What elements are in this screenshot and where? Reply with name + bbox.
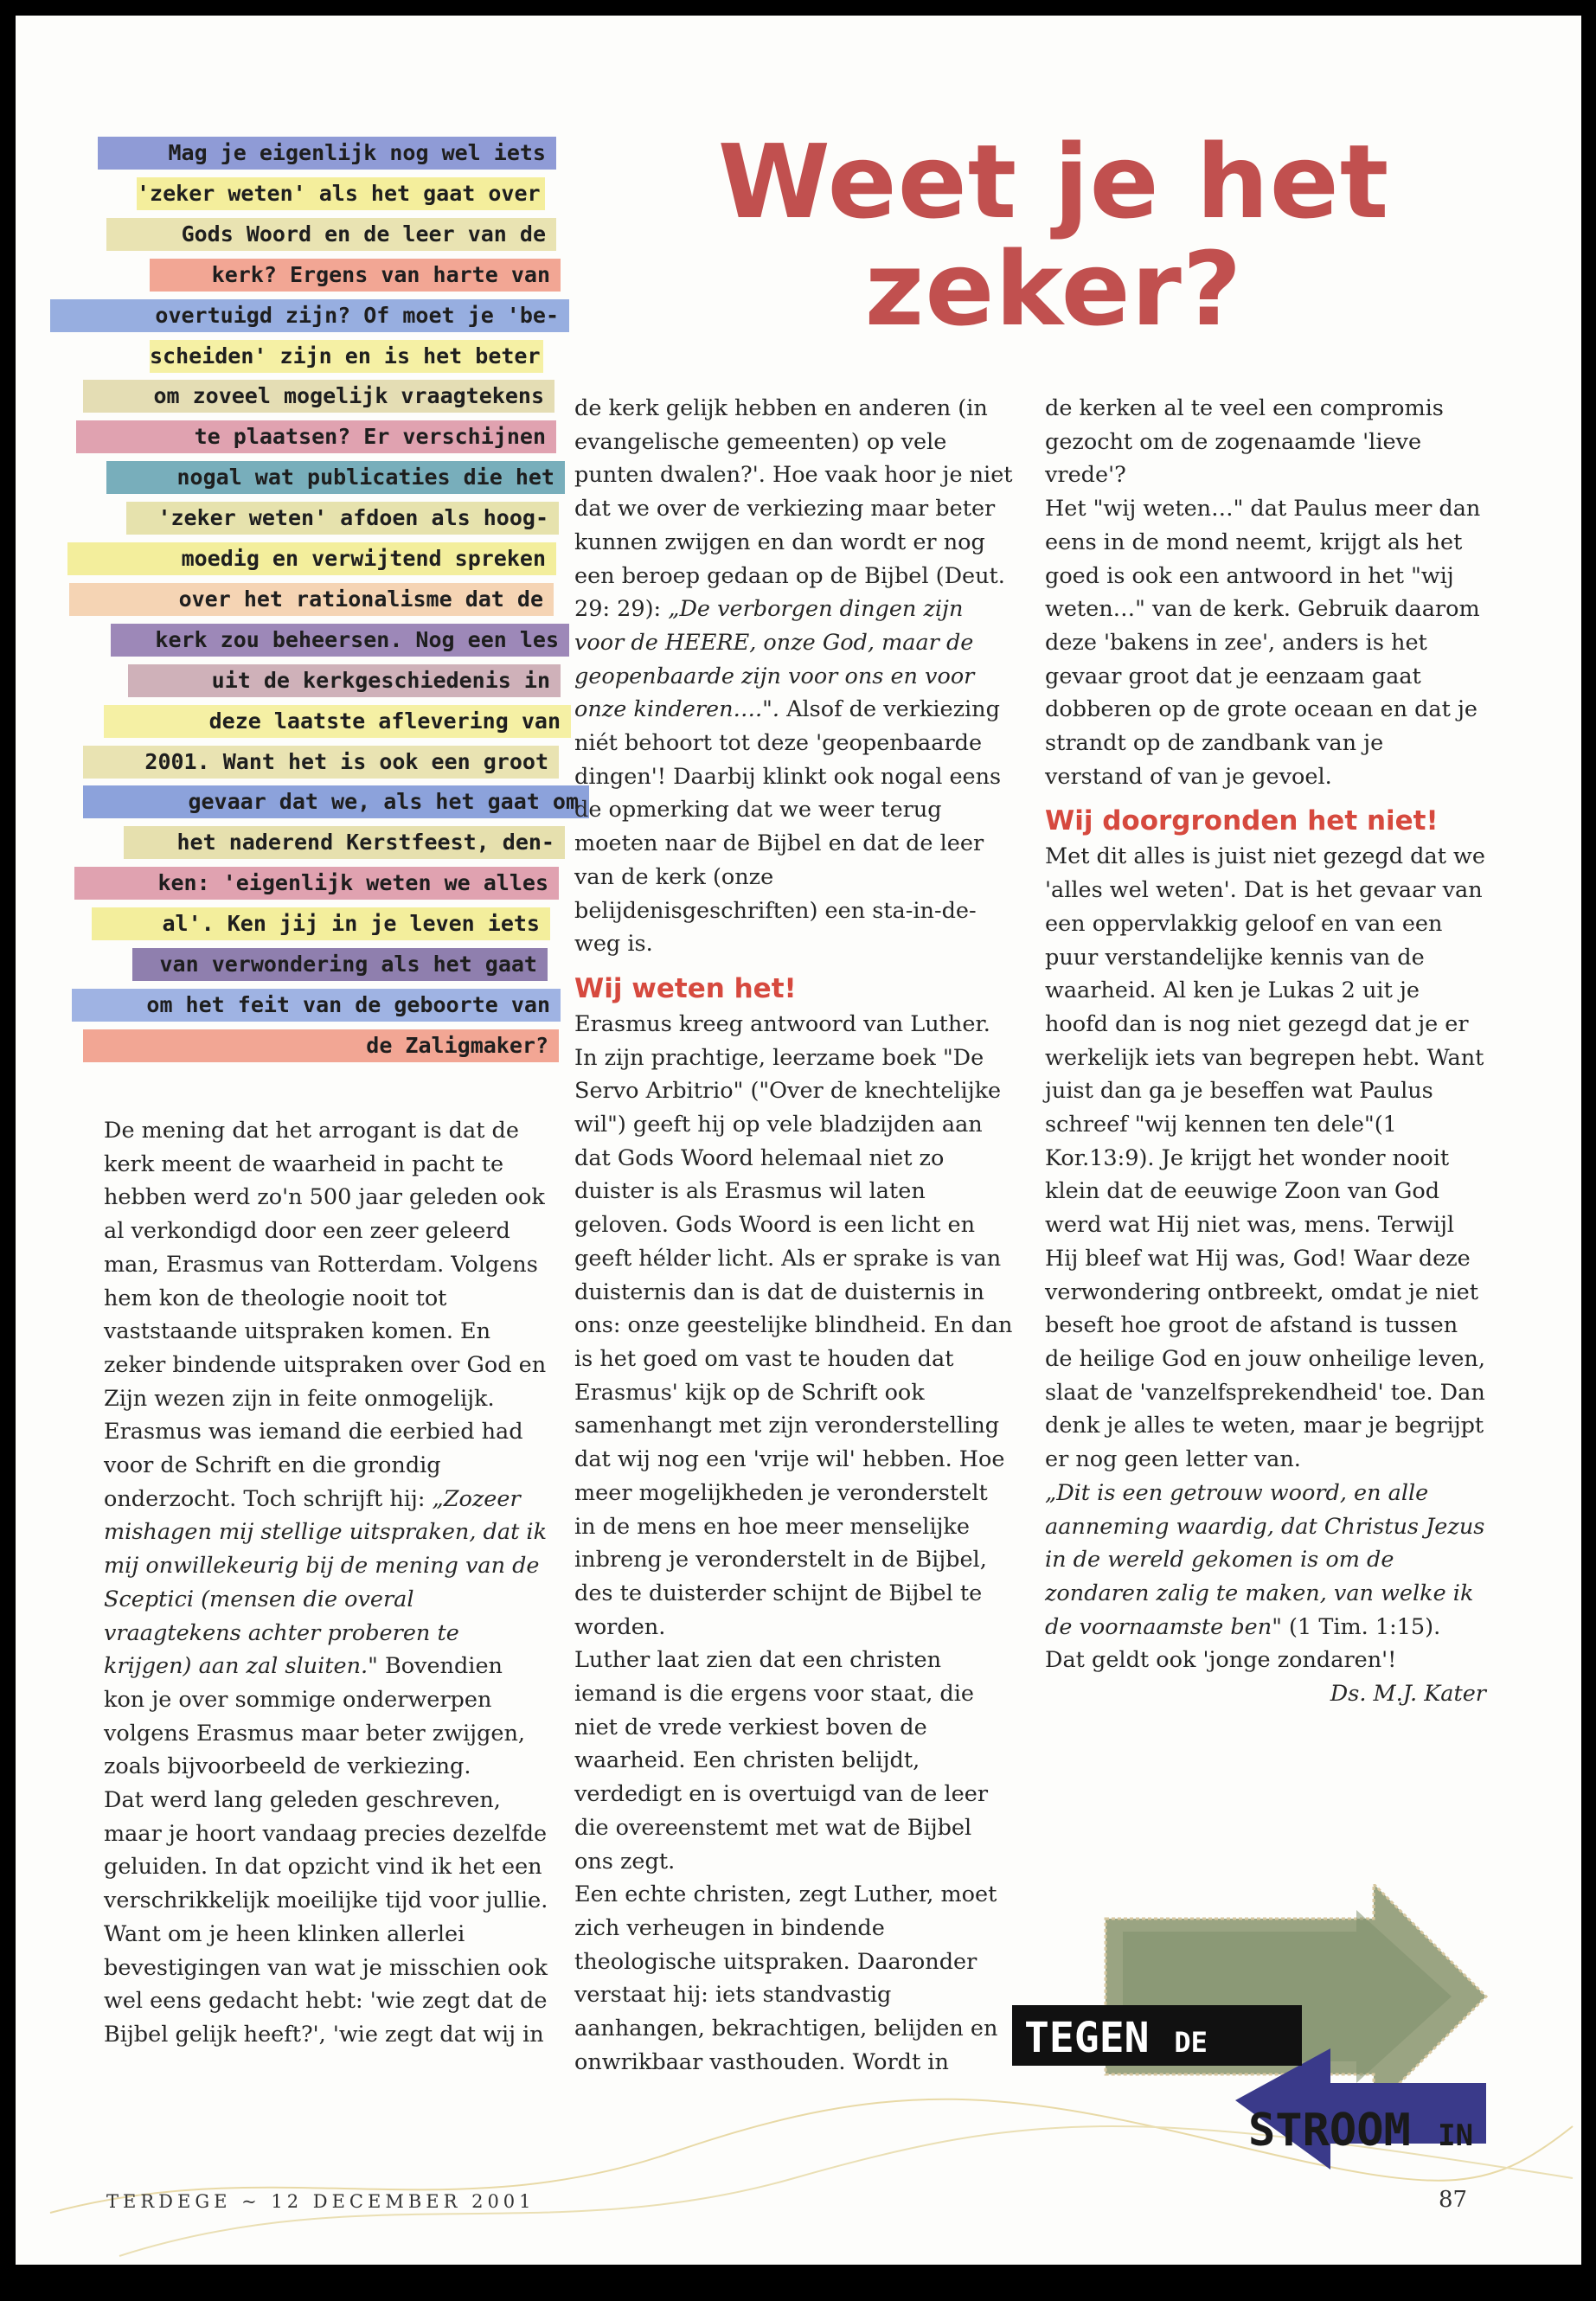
page-number: 87 — [1439, 2187, 1468, 2213]
logo-in: IN — [1438, 2118, 1474, 2153]
intro-line: van verwondering als het gaat — [132, 948, 548, 981]
section-heading: Wij weten het! — [574, 972, 797, 1004]
body-text: de kerken al te veel een compromis gezocht om de zogenaamde 'lieve vrede'? — [1045, 395, 1444, 489]
intro-line: om zoveel mogelijk vraagtekens — [83, 380, 554, 413]
intro-line: scheiden' zijn en is het beter — [150, 340, 543, 373]
body-text: de kerk gelijk hebben en anderen (in evangelische gemeenten) op vele punten dwalen?'. Hoe vaak hoor je niet dat we over de verkiezing maar beter kunnen zwijgen en dan wordt er nog een beroep gedaan op de Bijbel (Deut. 29: 29): — [574, 395, 1013, 623]
intro-line: deze laatste aflevering van — [104, 705, 571, 738]
section-heading: Wij doorgronden het niet! — [1045, 805, 1439, 837]
intro-line: gevaar dat we, als het gaat om — [83, 785, 589, 818]
intro-line: om het feit van de geboorte van — [72, 989, 561, 1022]
intro-line: te plaatsen? Er verschijnen — [76, 420, 556, 453]
intro-line: al'. Ken jij in je leven iets — [92, 907, 550, 940]
tegen-de-stroom-in-logo — [1002, 1884, 1573, 2187]
article-column-3 — [1045, 392, 1486, 1711]
body-text: Dat werd lang geleden geschreven, maar je hoort vandaag precies dezelfde geluiden. In dat opzicht vind ik het een verschrikkelijk moeilijke tijd voor jullie. Want om je heen klinken allerlei bevestigingen van wat je misschien ook wel eens gedacht hebt: 'wie zegt dat de Bijbel gelijk heeft?', 'wie zegt dat wij in — [104, 1787, 548, 2048]
magazine-page — [16, 16, 1581, 2265]
intro-line: moedig en verwijtend spreken — [67, 542, 556, 575]
intro-line: overtuigd zijn? Of moet je 'be- — [50, 299, 569, 332]
quote-text: „De verborgen dingen zijn voor de HEERE, onze God, maar de geopenbaarde zijn voor ons en voor onze kinderen….". — [574, 596, 975, 723]
logo-de: DE — [1174, 2026, 1208, 2059]
intro-line: nogal wat publicaties die het — [106, 461, 565, 494]
logo-tegen: TEGEN — [1024, 2014, 1150, 2062]
body-text: Het "wij weten…" dat Paulus meer dan eens in de mond neemt, krijgt als het goed is ook een antwoord in het "wij weten…" van de kerk. Gebruik daarom deze 'bakens in zee', anders is het gevaar groot dat je eenzaam gaat dobberen op de grote oceaan en dat je strandt op de zandbank van je verstand of van je gevoel. — [1045, 496, 1481, 790]
paragraph — [1045, 1477, 1486, 1677]
body-text: Bovendien kon je over sommige onderwerpen volgens Erasmus maar beter zwijgen, zoals bijvoorbeeld de verkiezing. — [104, 1653, 526, 1780]
body-text: Met dit alles is juist niet gezegd dat we 'alles wel weten'. Dat is het gevaar van een oppervlakkig geloof en van een puur verstandelijke kennis van de waarheid. Al ken je Lukas 2 uit je hoofd dan is nog niet gezegd dat je er werkelijk iets van begrepen hebt. Want juist dan ga je beseffen wat Paulus schreef "wij kennen ten dele"(1 Kor.13:9). Je krijgt het wonder nooit klein dat de eeuwige Zoon van God werd wat Hij niet was, mens. Terwijl Hij bleef wat Hij was, God! Waar deze verwondering ontbreekt, omdat je niet beseft hoe groot de afstand is tussen de heilige God en jouw onheilige leven, slaat de 'vanzelfsprekendheid' toe. Dan denk je alles te weten, maar je begrijpt er nog geen letter van. — [1045, 843, 1485, 1473]
intro-line: kerk zou beheersen. Nog een les — [111, 624, 569, 657]
intro-line: kerk? Ergens van harte van — [150, 259, 561, 292]
body-text: (1 Tim. 1:15). Dat geldt ook 'jonge zondaren'! — [1045, 1613, 1441, 1674]
intro-line: over het rationalisme dat de — [69, 583, 554, 616]
intro-line: ken: 'eigenlijk weten we alles — [74, 867, 559, 900]
intro-line: het naderend Kerstfeest, den- — [124, 826, 565, 859]
article-column-1 — [104, 1114, 549, 2052]
footer-publication: TERDEGE ~ 12 DECEMBER 2001 — [106, 2191, 535, 2212]
body-text: Een echte christen, zegt Luther, moet zich verheugen in bindende theologische uitspraken. Daaronder verstaat hij: iets standvastig aanhangen, bekrachtigen, belijden en onwrikbaar vasthouden. Wordt in — [574, 1881, 998, 2075]
intro-line: uit de kerkgeschiedenis in — [128, 664, 561, 697]
body-text: Alsof de verkiezing niét behoort tot deze 'geopenbaarde dingen'! Daarbij klinkt ook nogal eens de opmerking dat we weer terug moeten naar de Bijbel en dat de leer van de kerk (onze belijdenisgeschriften) een sta-in-de-weg is. — [574, 696, 1002, 958]
logo-stroom: STROOM — [1248, 2105, 1411, 2157]
paragraph — [1045, 840, 1486, 1476]
paragraph — [104, 1114, 549, 1784]
intro-line: de Zaligmaker? — [83, 1029, 559, 1062]
intro-line: Mag je eigenlijk nog wel iets — [98, 137, 556, 170]
intro-line: 'zeker weten' als het gaat over — [137, 177, 545, 210]
paragraph — [574, 392, 1016, 961]
paragraph — [574, 1878, 1016, 2079]
body-text: Luther laat zien dat een christen iemand is die ergens voor staat, die niet de vrede verkiest boven de waarheid. Een christen belijdt, verdedigt en is overtuigd van de leer die overeenstemt met wat de Bijbel ons zegt. — [574, 1647, 989, 1875]
intro-line: 2001. Want het is ook een groot — [83, 746, 559, 779]
page-title: Weet je het zeker? — [717, 122, 1390, 349]
paragraph — [1045, 492, 1486, 793]
paragraph — [574, 1008, 1016, 1644]
quote-text: „Zozeer mishagen mij stellige uitspraken, dat ik mij onwillekeurig bij de mening van de Sceptici (mensen die overal vraagtekens achter proberen te krijgen) aan zal sluiten." — [104, 1485, 548, 1680]
paragraph — [1045, 392, 1486, 492]
body-text: Erasmus kreeg antwoord van Luther. In zijn prachtige, leerzame boek "De Servo Arbitrio" ("Over de knechtelijke wil") geeft hij op vele bladzijden aan dat Gods Woord helemaal niet zo duister is als Erasmus wil laten geloven. Gods Woord is een licht en geeft hélder licht. Als er sprake is van duisternis dan is dat de duisternis in ons: onze geestelijke blindheid. En dan is het goed om vast te houden dat Erasmus' kijk op de Schrift ook samenhangt met zijn veronderstelling dat wij nog een 'vrije wil' hebben. Hoe meer mogelijkheden je veronderstelt in de mens en hoe meer menselijke inbreng je veronderstelt in de Bijbel, des te duisterder schijnt de Bijbel te worden. — [574, 1010, 1013, 1640]
quote-text: „Dit is een getrouw woord, en alle aanneming waardig, dat Christus Jezus in de wereld gekomen is om de zondaren zalig te maken, van welke ik de voornaamste ben" — [1045, 1479, 1485, 1640]
body-text: De mening dat het arrogant is dat de kerk meent de waarheid in pacht te hebben werd zo'n 500 jaar geleden ook al verkondigd door een zeer geleerd man, Erasmus van Rotterdam. Volgens hem kon de theologie nooit tot vaststaande uitspraken komen. En zeker bindende uitspraken over God en Zijn wezen zijn in feite onmogelijk. Erasmus was iemand die eerbied had voor de Schrift en die grondig onderzocht. Toch schrijft hij: — [104, 1118, 547, 1512]
article-column-2 — [574, 392, 1016, 2079]
paragraph — [574, 1644, 1016, 1878]
intro-line: Gods Woord en de leer van de — [106, 218, 556, 251]
intro-line: 'zeker weten' afdoen als hoog- — [126, 502, 559, 535]
paragraph — [104, 1784, 549, 2052]
author-signature: Ds. M.J. Kater — [1330, 1681, 1486, 1708]
